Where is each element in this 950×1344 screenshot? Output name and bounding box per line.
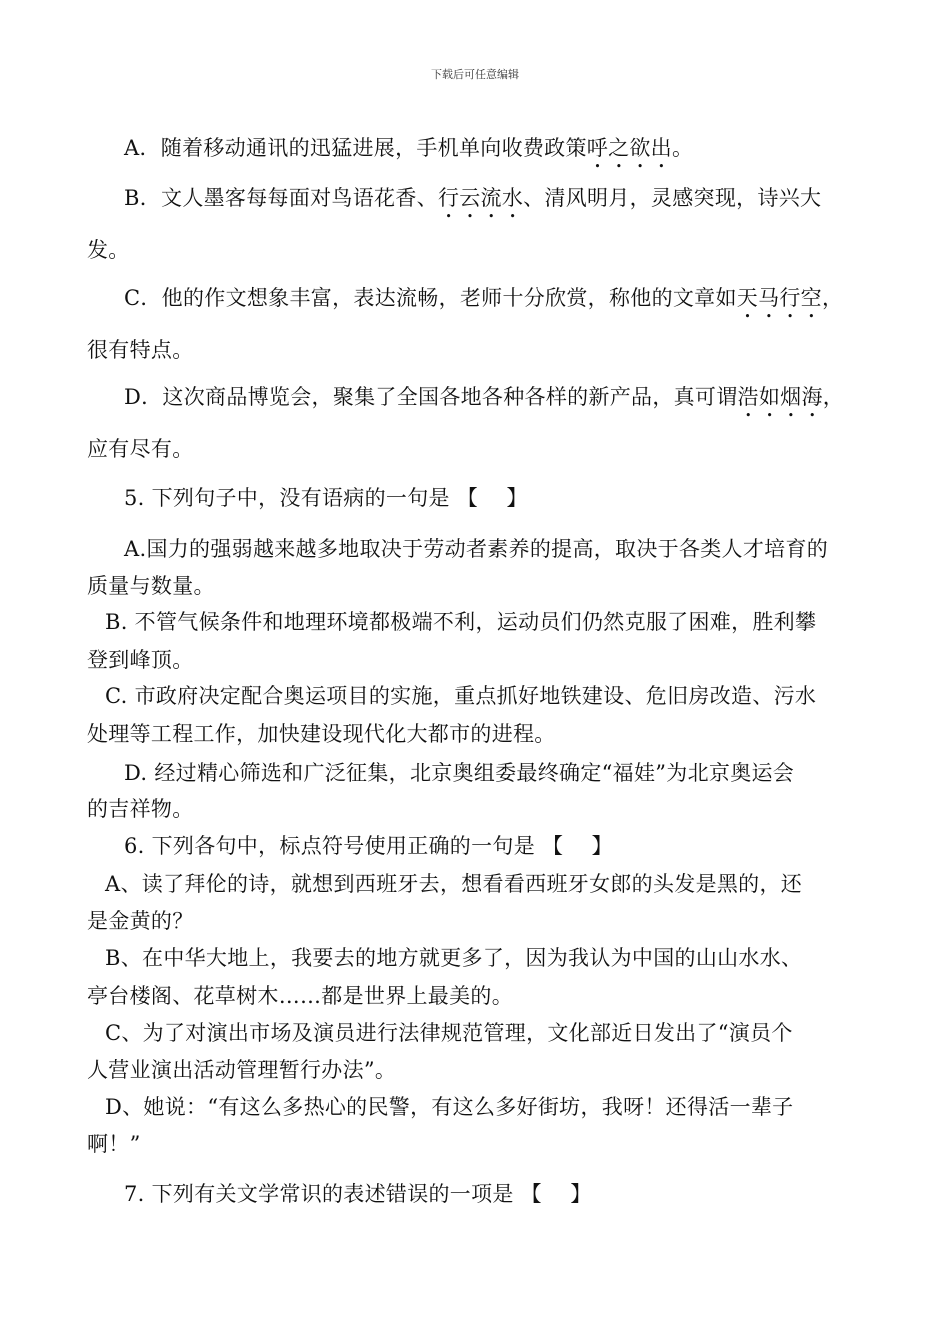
q4-option-b-text: B．文人墨客每每面对鸟语花香、 bbox=[124, 186, 438, 210]
q6-option-d: D、她说：“有这么多热心的民警，有这么多好街坊，我呀！还得活一辈子 bbox=[105, 1095, 794, 1119]
q5-option-d: D. 经过精心筛选和广泛征集，北京奥组委最终确定“福娃”为北京奥运会 bbox=[124, 761, 795, 785]
q4-option-b-text-rest: 、清风明月，灵感突现，诗兴大 bbox=[523, 186, 822, 210]
q4-option-a bbox=[124, 134, 693, 173]
q4-option-c-line2: 很有特点。 bbox=[87, 338, 194, 362]
q4-option-d-end: ， bbox=[822, 385, 845, 409]
q4-option-d-emphasis: 浩如烟海 bbox=[737, 385, 823, 409]
q6-stem: 6. 下列各句中，标点符号使用正确的一句是 【 】 bbox=[124, 834, 613, 858]
q4-option-d bbox=[124, 383, 844, 422]
q4-option-b-line2: 发。 bbox=[87, 238, 130, 262]
q5-option-b-line2: 登到峰顶。 bbox=[87, 648, 194, 672]
q4-option-c-emphasis: 天马行空 bbox=[736, 286, 822, 310]
q4-option-c-end: ， bbox=[821, 286, 844, 310]
q4-option-a-emphasis: 呼之欲出 bbox=[586, 136, 672, 160]
q4-option-a-text: A．随着移动通讯的迅猛进展，手机单向收费政策 bbox=[124, 136, 587, 160]
q6-option-d-line2: 啊！” bbox=[87, 1132, 141, 1156]
q6-option-c: C、为了对演出市场及演员进行法律规范管理，文化部近日发出了“演员个 bbox=[105, 1021, 793, 1045]
q5-option-c-line2: 处理等工程工作，加快建设现代化大都市的进程。 bbox=[87, 722, 556, 746]
q5-option-b: B. 不管气候条件和地理环境都极端不利，运动员们仍然克服了困难，胜利攀 bbox=[105, 610, 817, 634]
page-header: 下载后可任意编辑 bbox=[431, 68, 519, 81]
q4-option-c bbox=[124, 284, 843, 323]
q5-option-c: C. 市政府决定配合奥运项目的实施，重点抓好地铁建设、危旧房改造、污水 bbox=[105, 684, 817, 708]
q6-option-b-line2: 亭台楼阁、花草树木……都是世界上最美的。 bbox=[87, 984, 513, 1008]
q4-option-b bbox=[124, 184, 821, 223]
q6-option-a-line2: 是金黄的？ bbox=[87, 909, 194, 933]
q5-option-a-line2: 质量与数量。 bbox=[87, 574, 215, 598]
q4-option-b-emphasis: 行云流水 bbox=[437, 186, 524, 210]
q4-option-d-line2: 应有尽有。 bbox=[87, 437, 194, 461]
q6-option-c-line2: 人营业演出活动管理暂行办法”。 bbox=[87, 1058, 397, 1082]
q7-stem: 7. 下列有关文学常识的表述错误的一项是 【 】 bbox=[124, 1182, 592, 1206]
q6-option-a: A、读了拜伦的诗，就想到西班牙去，想看看西班牙女郎的头发是黑的，还 bbox=[105, 872, 803, 896]
q5-option-a: A.国力的强弱越来越多地取决于劳动者素养的提高，取决于各类人才培育的 bbox=[124, 537, 829, 561]
q5-stem: 5. 下列句子中，没有语病的一句是 【 】 bbox=[124, 486, 528, 510]
q5-option-d-line2: 的吉祥物。 bbox=[87, 797, 194, 821]
q4-option-d-text: D．这次商品博览会，聚集了全国各地各种各样的新产品，真可谓 bbox=[124, 385, 738, 409]
q4-option-c-text: C．他的作文想象丰富，表达流畅，老师十分欣赏，称他的文章如 bbox=[124, 286, 737, 310]
q6-option-b: B、在中华大地上，我要去的地方就更多了，因为我认为中国的山山水水、 bbox=[105, 946, 803, 970]
q4-option-a-end: 。 bbox=[671, 136, 694, 160]
